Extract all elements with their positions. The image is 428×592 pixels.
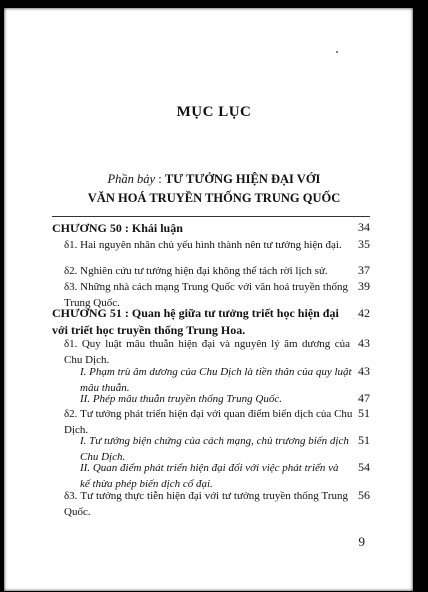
toc-entry-text: δ2. Tư tưởng phát triển hiện đại với quan điểm biến dịch của Chu Dịch. — [64, 408, 353, 437]
toc-entry-text: CHƯƠNG 51 : Quan hệ giữa tư tưởng triết học hiện đại với triết học truyền thống Trung Hoa. — [52, 306, 339, 337]
toc-page-number: 43 — [358, 336, 370, 350]
toc-entry-text: δ1. Quy luật mâu thuẫn hiện đại và nguyên lý âm dương của Chu Dịch. — [64, 338, 350, 367]
toc-entry-text: CHƯƠNG 50 : Khái luận — [52, 221, 183, 235]
part-separator: : — [155, 172, 165, 186]
toc-page-number: 54 — [358, 460, 370, 474]
toc-entry-text: δ1. Hai nguyên nhân chủ yếu hình thành nên tư tưởng hiện đại. — [64, 239, 342, 251]
toc-page-number: 34 — [358, 220, 370, 234]
divider — [52, 216, 370, 217]
toc-entry-text: δ3. Tư tưởng thực tiễn hiện đại với tư tưởng truyền thống Trung Quốc. — [64, 490, 348, 519]
toc-chapter-50[interactable] — [52, 220, 352, 236]
toc-page-number: 37 — [358, 263, 370, 277]
toc-page-number: 47 — [358, 391, 370, 405]
toc-page-number: 51 — [358, 433, 370, 447]
toc-page-number: 35 — [358, 237, 370, 251]
part-heading — [0, 172, 428, 187]
toc-subsection[interactable] — [80, 391, 352, 407]
toc-entry-text: II. Quan điểm phát triển hiện đại đối với việc phát triển và kế thừa phép biến dịch cổ đại. — [80, 462, 339, 491]
toc-section[interactable] — [64, 263, 354, 279]
toc-page-number: 39 — [358, 279, 370, 293]
speck — [336, 51, 338, 53]
toc-entry-text: II. Phép mâu thuẫn truyền thống Trung Quốc. — [80, 393, 282, 405]
page-title: MỤC LỤC — [176, 104, 252, 120]
part-title-line2: VĂN HOÁ TRUYỀN THỐNG TRUNG QUỐC — [87, 191, 341, 205]
toc-section[interactable] — [64, 237, 348, 253]
part-title-line1: TƯ TƯỞNG HIỆN ĐẠI VỚI — [164, 172, 321, 186]
page-number: 9 — [358, 534, 365, 549]
toc-page-number: 42 — [358, 306, 370, 320]
part-prefix: Phần bảy — [107, 172, 156, 186]
toc-entry-text: I. Tư tưởng biện chứng của cách mạng, chủ trương biến dịch Chu Dịch. — [80, 435, 349, 464]
toc-entry-text: I. Phạm trù âm dương của Chu Dịch là tiền thân của quy luật mâu thuẫn. — [80, 366, 352, 395]
toc-chapter-51[interactable] — [52, 305, 342, 339]
toc-entry-text: δ3. Những nhà cách mạng Trung Quốc với văn hoá truyền thống Trung Quốc. — [64, 281, 348, 310]
toc-page-number: 51 — [358, 406, 370, 420]
toc-page-number: 43 — [358, 364, 370, 378]
toc-section[interactable] — [64, 488, 348, 520]
toc-page-number: 56 — [358, 488, 370, 502]
toc-entry-text: δ2. Nghiên cứu tư tưởng hiện đại không thể tách rời lịch sử. — [64, 265, 328, 277]
